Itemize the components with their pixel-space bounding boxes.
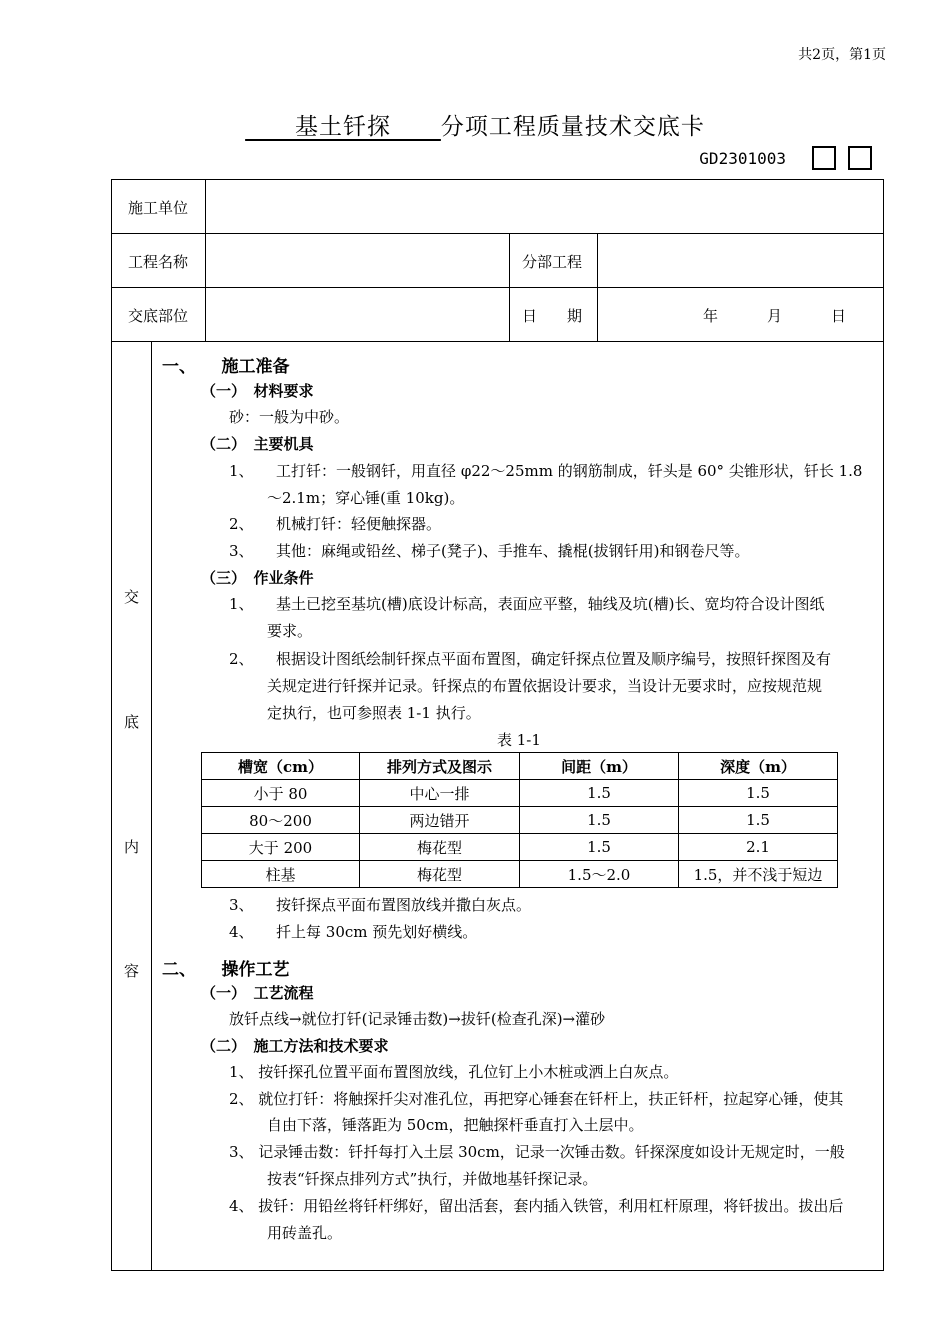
table-header-row [202, 753, 838, 780]
checkbox-2[interactable] [848, 146, 872, 170]
table-cell: 1.5 [520, 780, 679, 807]
table-row [202, 861, 838, 888]
list-item-cont: 自由下落，锤落距为 50cm，把触探杆垂直打入土层中。 [267, 1116, 644, 1134]
table-cell: 1.5 [679, 780, 838, 807]
subsection-heading: （二） 主要机具 [201, 435, 314, 453]
subsection-heading: （三） 作业条件 [201, 569, 314, 587]
mid-divider [509, 233, 510, 341]
section-heading-1: 一、 施工准备 [162, 357, 290, 377]
table-cell: 梅花型 [360, 861, 520, 888]
checkbox-1[interactable] [812, 146, 836, 170]
section-heading-2: 二、 操作工艺 [162, 960, 290, 980]
list-item-cont: 要求。 [267, 622, 313, 640]
table-cell: 中心一排 [360, 780, 520, 807]
subsection-heading: （二） 施工方法和技术要求 [201, 1037, 389, 1055]
paragraph: 砂：一般为中砂。 [229, 408, 350, 426]
list-item-cont: 关规定进行钎探并记录。钎探点的布置依据设计要求，当设计无要求时，应按规范规 [267, 677, 823, 695]
table-header: 槽宽（cm） [202, 753, 360, 780]
list-item-cont: ～2.1m；穿心锤(重 10kg)。 [267, 489, 465, 507]
title-subject: 基土钎探 [295, 114, 391, 140]
table-cell: 80～200 [202, 807, 360, 834]
table-row [202, 834, 838, 861]
construction-unit-field[interactable] [212, 184, 880, 230]
date-label: 日 期 [522, 307, 583, 325]
construction-unit-label: 施工单位 [128, 199, 189, 217]
title-suffix: 分项工程质量技术交底卡 [440, 114, 705, 140]
table-cell: 1.5 [520, 807, 679, 834]
list-item: 1、 按钎探孔位置平面布置图放线，孔位钉上小木桩或洒上白灰点。 [229, 1063, 679, 1081]
list-item-cont: 定执行，也可参照表 1-1 执行。 [267, 704, 481, 722]
list-item: 4、 拔钎：用铅丝将钎杆绑好，留出活套，套内插入铁管，利用杠杆原理，将钎拔出。拔出后 [229, 1197, 844, 1215]
row-divider [112, 287, 883, 288]
subsection-heading: （一） 工艺流程 [201, 984, 314, 1002]
sub-project-field[interactable] [604, 238, 880, 284]
label-divider [205, 180, 206, 341]
table-header: 排列方式及图示 [360, 753, 520, 780]
list-item-cont: 按表“钎探点排列方式”执行，并做地基钎探记录。 [267, 1170, 598, 1188]
table-caption: 表 1-1 [497, 731, 541, 749]
date-day: 日 [831, 307, 847, 325]
row-divider [112, 341, 883, 342]
table-header: 间距（m） [520, 753, 679, 780]
list-item: 3、 按钎探点平面布置图放线并撒白灰点。 [229, 896, 532, 914]
doc-code: GD2301003 [699, 148, 786, 168]
date-month: 月 [767, 307, 783, 325]
side-divider [151, 341, 152, 1271]
list-item: 3、 其他：麻绳或铅丝、梯子(凳子)、手推车、撬棍(拔钢钎用)和钢卷尺等。 [229, 542, 750, 560]
mid-divider [597, 233, 598, 341]
table-cell: 两边错开 [360, 807, 520, 834]
table-cell: 柱基 [202, 861, 360, 888]
subsection-heading: （一） 材料要求 [201, 382, 314, 400]
list-item: 3、 记录锤击数：钎扦每打入土层 30cm，记录一次锤击数。钎探深度如设计无规定时，一般 [229, 1143, 845, 1161]
side-label-char: 内 [124, 838, 140, 856]
sub-project-label: 分部工程 [522, 253, 583, 271]
probe-layout-table [201, 752, 838, 888]
list-item: 1、 基土已挖至基坑(槽)底设计标高，表面应平整，轴线及坑(槽)长、宽均符合设计图纸 [229, 595, 825, 613]
project-name-label: 工程名称 [128, 253, 189, 271]
table-cell: 1.5，并不浅于短边 [679, 861, 838, 888]
list-item: 1、 工打钎：一般钢钎，用直径 φ22～25mm 的钢筋制成，钎头是 60° 尖锥形状，钎长 1.8 [229, 462, 863, 480]
table-cell: 1.5 [679, 807, 838, 834]
list-item: 2、 机械打钎：轻便触探器。 [229, 515, 442, 533]
table-row [202, 807, 838, 834]
table-cell: 1.5～2.0 [520, 861, 679, 888]
table-cell: 2.1 [679, 834, 838, 861]
side-label-char: 容 [124, 962, 140, 980]
location-label: 交底部位 [128, 307, 189, 325]
project-name-field[interactable] [212, 238, 502, 284]
list-item-cont: 用砖盖孔。 [267, 1224, 343, 1242]
table-cell: 梅花型 [360, 834, 520, 861]
list-item: 2、 根据设计图纸绘制钎探点平面布置图，确定钎探点位置及顺序编号，按照钎探图及有 [229, 650, 832, 668]
page-title [0, 108, 950, 141]
date-year: 年 [703, 307, 719, 325]
list-item: 2、 就位打钎：将触探扦尖对准孔位，再把穿心锤套在钎杆上，扶正钎杆，拉起穿心锤，使其 [229, 1090, 844, 1108]
table-header: 深度（m） [679, 753, 838, 780]
side-label-char: 底 [124, 713, 140, 731]
side-label-char: 交 [124, 588, 140, 606]
table-cell: 大于 200 [202, 834, 360, 861]
location-field[interactable] [212, 292, 502, 338]
row-divider [112, 233, 883, 234]
doc-code-row [699, 146, 872, 170]
table-row [202, 780, 838, 807]
page-number: 共2页，第1页 [798, 47, 886, 63]
paragraph: 放钎点线→就位打钎(记录锤击数)→拔钎(检查孔深)→灌砂 [229, 1010, 606, 1028]
list-item: 4、 扦上每 30cm 预先划好横线。 [229, 923, 478, 941]
table-cell: 小于 80 [202, 780, 360, 807]
table-cell: 1.5 [520, 834, 679, 861]
